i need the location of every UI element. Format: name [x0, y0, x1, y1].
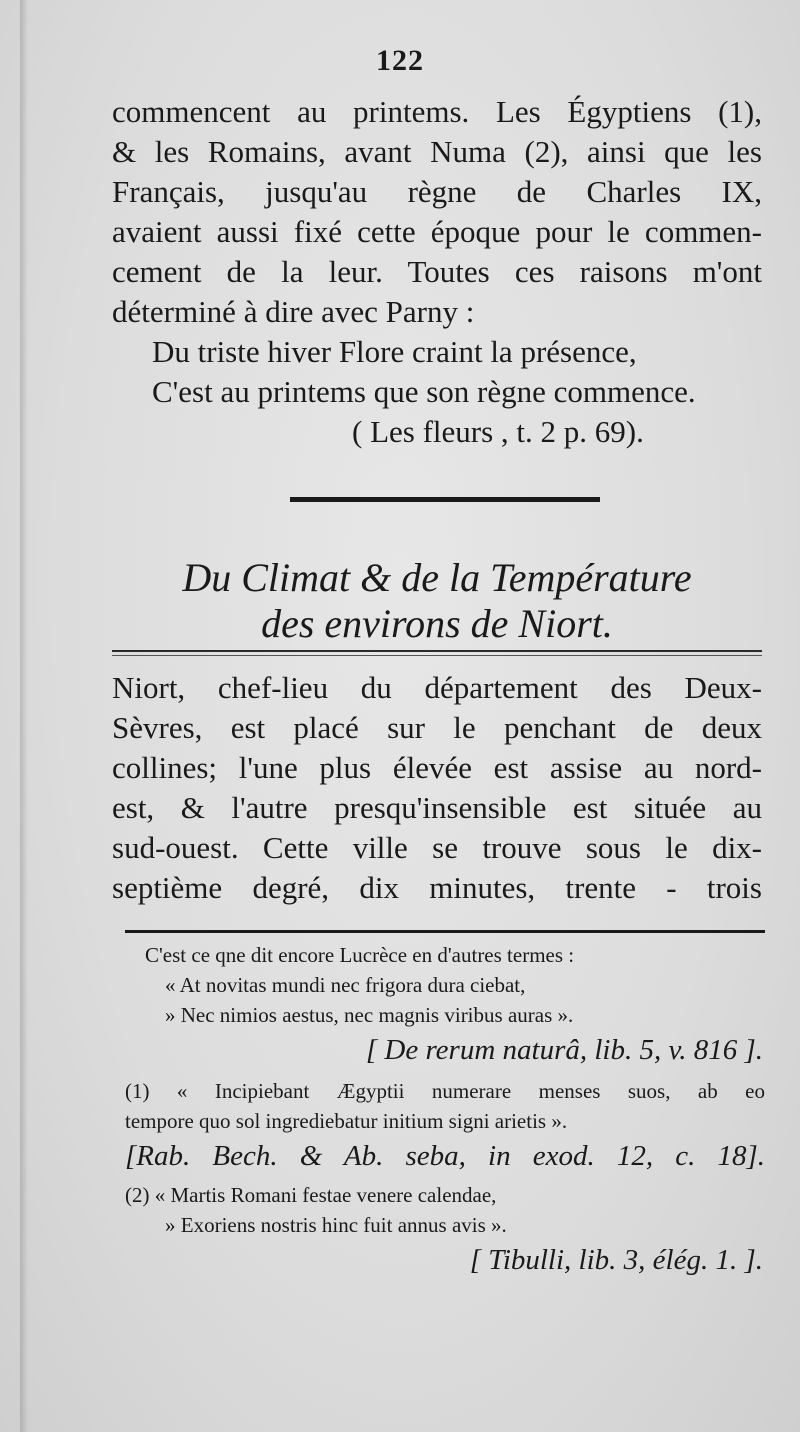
footnote-quote: » Nec nimios aestus, nec magnis viribus auras ».	[165, 1003, 574, 1027]
paragraph-2	[112, 668, 762, 908]
paragraph-line: est, & l'autre presqu'insensible est située au	[112, 790, 762, 825]
verse-line: Du triste hiver Flore craint la présence,	[152, 334, 637, 369]
footnote-1: (1) « Incipiebant Ægyptii numerare menses suos, ab eo	[125, 1079, 765, 1103]
footnote-1-continued: tempore quo sol ingrediebatur initium signi arietis ».	[125, 1109, 568, 1133]
section-heading-line-1: Du Climat & de la Température	[182, 555, 692, 600]
verse-line: C'est au printems que son règne commence.	[152, 374, 696, 409]
footnote-intro: C'est ce qne dit encore Lucrèce en d'autres termes :	[145, 943, 575, 967]
paragraph-line: Sèvres, est placé sur le penchant de deux	[112, 710, 762, 745]
section-heading-line-2: des environs de Niort.	[261, 601, 613, 646]
paragraph-line: collines; l'une plus élevée est assise au nord-	[112, 750, 762, 785]
paragraph-line: & les Romains, avant Numa (2), ainsi que les	[112, 134, 762, 169]
footnote-reference: [ Tibulli, lib. 3, élég. 1. ].	[469, 1244, 763, 1276]
paragraph-line: cement de la leur. Toutes ces raisons m'ont	[112, 254, 762, 289]
paragraph-line: septième degré, dix minutes, trente - trois	[112, 870, 762, 905]
footnote-reference: [Rab. Bech. & Ab. seba, in exod. 12, c. 18].	[125, 1140, 765, 1172]
heading-underline	[112, 650, 762, 656]
paragraph-line: Niort, chef-lieu du département des Deux-	[112, 670, 762, 705]
footnote-rule	[125, 930, 765, 933]
footnote-quote: « At novitas mundi nec frigora dura ciebat,	[165, 973, 526, 997]
paragraph-line: sud-ouest. Cette ville se trouve sous le dix-	[112, 830, 762, 865]
paragraph-line: déterminé à dire avec Parny :	[112, 294, 475, 329]
footnote-2-continued: » Exoriens nostris hinc fuit annus avis ».	[165, 1213, 507, 1237]
paragraph-line: Français, jusqu'au règne de Charles IX,	[112, 174, 762, 209]
footnote-reference: [ De rerum naturâ, lib. 5, v. 816 ].	[365, 1034, 763, 1066]
paragraph-line: avaient aussi fixé cette époque pour le commen-	[112, 214, 762, 249]
footnotes	[125, 940, 765, 1280]
section-divider	[290, 497, 600, 502]
footnote-2: (2) « Martis Romani festae venere calendae,	[125, 1183, 497, 1207]
paragraph-1	[112, 92, 762, 452]
paragraph-line: commencent au printems. Les Égyptiens (1),	[112, 94, 762, 129]
page-number: 122	[376, 44, 424, 77]
verse-source: ( Les fleurs , t. 2 p. 69).	[352, 414, 644, 449]
page-crease-shadow	[20, 0, 28, 1432]
